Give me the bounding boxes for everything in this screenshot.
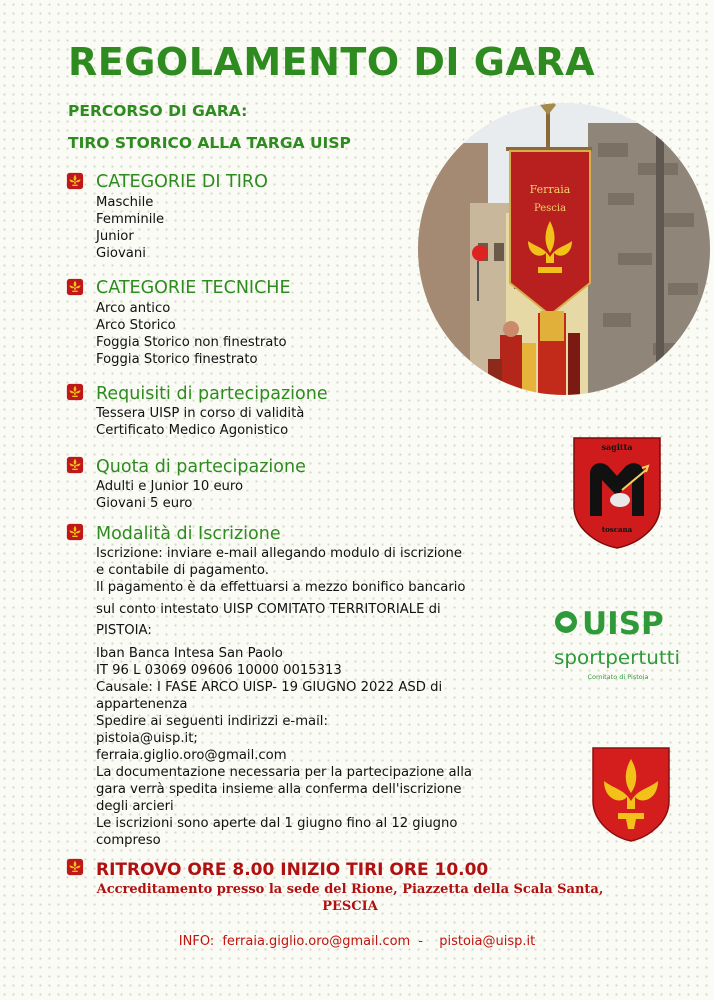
list-item: Il pagamento è da effettuarsi a mezzo bonifico bancario: [96, 580, 466, 595]
list-item: Foggia Storico finestrato: [96, 352, 258, 367]
list-item: degli arcieri: [96, 799, 174, 814]
uisp-wordmark: UISP: [582, 606, 664, 642]
banner-label: Ferraia: [529, 183, 571, 196]
list-item: ferraia.giglio.oro@gmail.com: [96, 748, 287, 763]
fleur-de-lis-shield-icon: [590, 745, 672, 843]
section-body-iscrizione: [96, 545, 472, 849]
sagitta-toscana-logo: [572, 436, 662, 550]
list-item: Le iscrizioni sono aperte dal 1 giugno fino al 12 giugno: [96, 816, 458, 831]
info-label: INFO:: [178, 934, 215, 949]
list-item: Adulti e Junior 10 euro: [96, 479, 244, 494]
list-item: Certificato Medico Agonistico: [96, 423, 289, 438]
accreditation-city: PESCIA: [322, 899, 378, 914]
banner-label: Pescia: [533, 203, 567, 214]
fleur-de-lis-bullet-icon: [66, 858, 84, 876]
logo-text-bottom: toscana: [601, 525, 633, 534]
logo-text-top: sagitta: [601, 442, 633, 452]
banner-photo-illustration: [418, 103, 710, 395]
list-item: Iban Banca Intesa San Paolo: [96, 646, 283, 661]
accreditation-location: Accreditamento presso la sede del Rione, Piazzetta della Scala Santa,: [96, 882, 604, 897]
list-item: Femminile: [96, 212, 165, 227]
list-item: gara verrà spedita insieme alla conferma dell'iscrizione: [96, 782, 462, 797]
list-item: Junior: [96, 229, 134, 244]
list-item: La documentazione necessaria per la partecipazione alla: [96, 765, 472, 780]
meeting-time: RITROVO ORE 8.00 INIZIO TIRI ORE 10.00: [96, 860, 489, 880]
section-body-categorie-tecniche: [96, 300, 287, 368]
page-title: REGOLAMENTO DI GARA: [68, 40, 596, 84]
fleur-de-lis-bullet-icon: [66, 523, 84, 541]
list-item: Giovani 5 euro: [96, 496, 193, 511]
list-item: PISTOIA:: [96, 623, 152, 638]
list-item: IT 96 L 03069 09606 10000 0015313: [96, 663, 342, 678]
section-title-iscrizione: Modalità di Iscrizione: [96, 524, 281, 544]
info-separator: -: [418, 934, 424, 949]
uisp-subtitle: Comitato di Pistoia: [587, 673, 649, 681]
list-item: Causale: I FASE ARCO UISP- 19 GIUGNO 2022 ASD di: [96, 680, 443, 695]
section-title-categorie-tecniche: CATEGORIE TECNICHE: [96, 278, 291, 298]
info-footer: [0, 934, 714, 949]
fleur-de-lis-bullet-icon: [66, 383, 84, 401]
list-item: Maschile: [96, 195, 154, 210]
list-item: Spedire ai seguenti indirizzi e-mail:: [96, 714, 328, 729]
uisp-slogan: sportpertutti: [554, 647, 680, 669]
section-body-requisiti: [96, 405, 304, 439]
section-title-requisiti: Requisiti di partecipazione: [96, 384, 328, 404]
fleur-de-lis-bullet-icon: [66, 456, 84, 474]
event-type-heading: TIRO STORICO ALLA TARGA UISP: [68, 134, 351, 152]
list-item: compreso: [96, 833, 161, 848]
info-email-link[interactable]: pistoia@uisp.it: [439, 934, 536, 949]
section-title-quota: Quota di partecipazione: [96, 457, 306, 477]
banner-photo: [418, 103, 710, 395]
info-email-link[interactable]: ferraia.giglio.oro@gmail.com: [222, 934, 411, 949]
list-item: Giovani: [96, 246, 146, 261]
list-item: sul conto intestato UISP COMITATO TERRITORIALE di: [96, 602, 441, 617]
fleur-de-lis-bullet-icon: [66, 278, 84, 296]
list-item: Iscrizione: inviare e-mail allegando modulo di iscrizione: [96, 546, 462, 561]
list-item: Foggia Storico non finestrato: [96, 335, 287, 350]
uisp-logo: [552, 600, 684, 686]
fleur-de-lis-bullet-icon: [66, 172, 84, 190]
section-body-quota: [96, 478, 243, 512]
list-item: Tessera UISP in corso di validità: [96, 406, 305, 421]
list-item: Arco antico: [96, 301, 171, 316]
route-heading: PERCORSO DI GARA:: [68, 102, 248, 120]
section-body-categorie-tiro: [96, 194, 164, 262]
list-item: e contabile di pagamento.: [96, 563, 269, 578]
list-item: appartenenza: [96, 697, 188, 712]
list-item: pistoia@uisp.it;: [96, 731, 198, 746]
section-title-categorie-tiro: CATEGORIE DI TIRO: [96, 172, 268, 192]
list-item: Arco Storico: [96, 318, 176, 333]
